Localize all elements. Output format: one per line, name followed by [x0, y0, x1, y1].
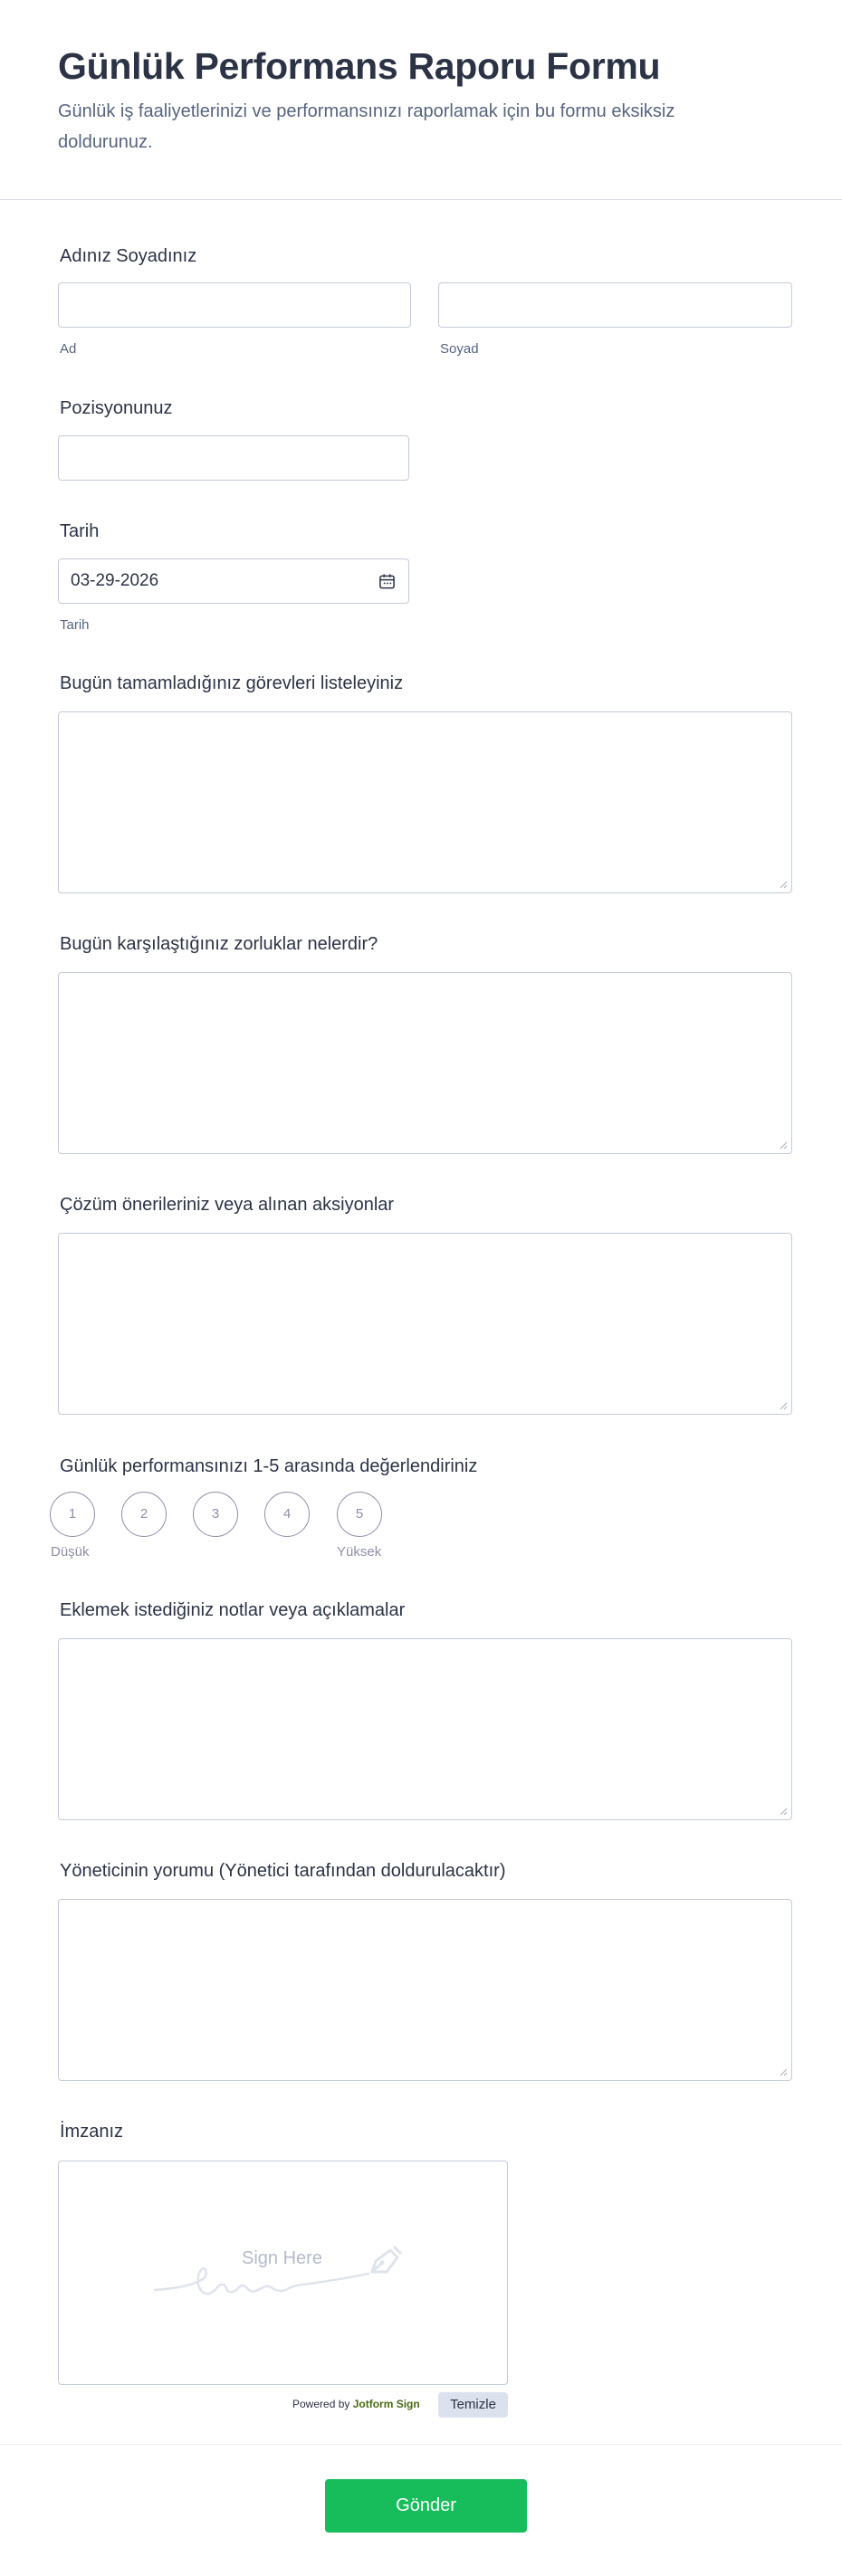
manager-comment-label: Yöneticinin yorumu (Yönetici tarafından doldurulacaktır) [60, 1861, 506, 1881]
calendar-icon[interactable] [378, 573, 396, 590]
name-label: Adınız Soyadınız [60, 246, 197, 266]
challenges-textarea[interactable] [58, 972, 792, 1154]
date-input[interactable] [58, 558, 409, 604]
date-sublabel: Tarih [60, 617, 90, 633]
rating-option-4[interactable]: 4 [264, 1492, 310, 1537]
position-label: Pozisyonunuz [60, 398, 173, 418]
challenges-label: Bugün karşılaştığınız zorluklar nelerdir? [60, 934, 378, 954]
rating-label: Günlük performansınızı 1-5 arasında değerlendiriniz [60, 1456, 478, 1476]
signature-pad[interactable] [58, 2161, 508, 2385]
first-name-input[interactable] [58, 282, 411, 328]
rating-option-1[interactable]: 1 [50, 1492, 95, 1537]
resize-grip-icon[interactable] [780, 1141, 788, 1150]
rating-low-caption: Düşük [51, 1544, 90, 1560]
powered-by [292, 2398, 420, 2410]
form-title: Günlük Performans Raporu Formu [58, 45, 661, 87]
tasks-textarea[interactable] [58, 711, 792, 893]
tasks-label: Bugün tamamladığınız görevleri listeleyiniz [60, 673, 404, 693]
powered-by-prefix: Powered by [292, 2398, 350, 2410]
footer-divider [0, 2444, 842, 2445]
last-name-input[interactable] [438, 282, 792, 328]
resize-grip-icon[interactable] [780, 1402, 788, 1410]
powered-by-brand[interactable]: Jotform Sign [352, 2398, 420, 2410]
rating-option-3[interactable]: 3 [193, 1492, 238, 1537]
signature-label: İmzanız [60, 2122, 124, 2142]
position-input[interactable] [58, 435, 409, 481]
resize-grip-icon[interactable] [780, 1808, 788, 1816]
solutions-label: Çözüm önerileriniz veya alınan aksiyonlar [60, 1195, 395, 1215]
pen-nib-icon [367, 2245, 405, 2277]
last-name-sublabel: Soyad [440, 341, 479, 357]
notes-textarea[interactable] [58, 1638, 792, 1820]
notes-label: Eklemek istediğiniz notlar veya açıklamalar [60, 1600, 406, 1620]
clear-signature-button[interactable]: Temizle [438, 2392, 508, 2418]
rating-high-caption: Yüksek [337, 1544, 382, 1560]
resize-grip-icon[interactable] [780, 881, 788, 889]
rating-option-2[interactable]: 2 [121, 1492, 167, 1537]
solutions-textarea[interactable] [58, 1233, 792, 1415]
form-header [0, 0, 842, 200]
rating-option-5[interactable]: 5 [337, 1492, 382, 1537]
form-subtitle: Günlük iş faaliyetlerinizi ve performansınızı raporlamak için bu formu eksiksiz doldurunuz. [58, 101, 675, 152]
date-value: 03-29-2026 [71, 571, 159, 590]
date-label: Tarih [60, 521, 100, 541]
signature-placeholder: Sign Here [242, 2248, 322, 2268]
manager-comment-textarea[interactable] [58, 1899, 792, 2081]
first-name-sublabel: Ad [60, 341, 77, 357]
resize-grip-icon[interactable] [780, 2068, 788, 2076]
submit-button[interactable]: Gönder [325, 2479, 527, 2533]
